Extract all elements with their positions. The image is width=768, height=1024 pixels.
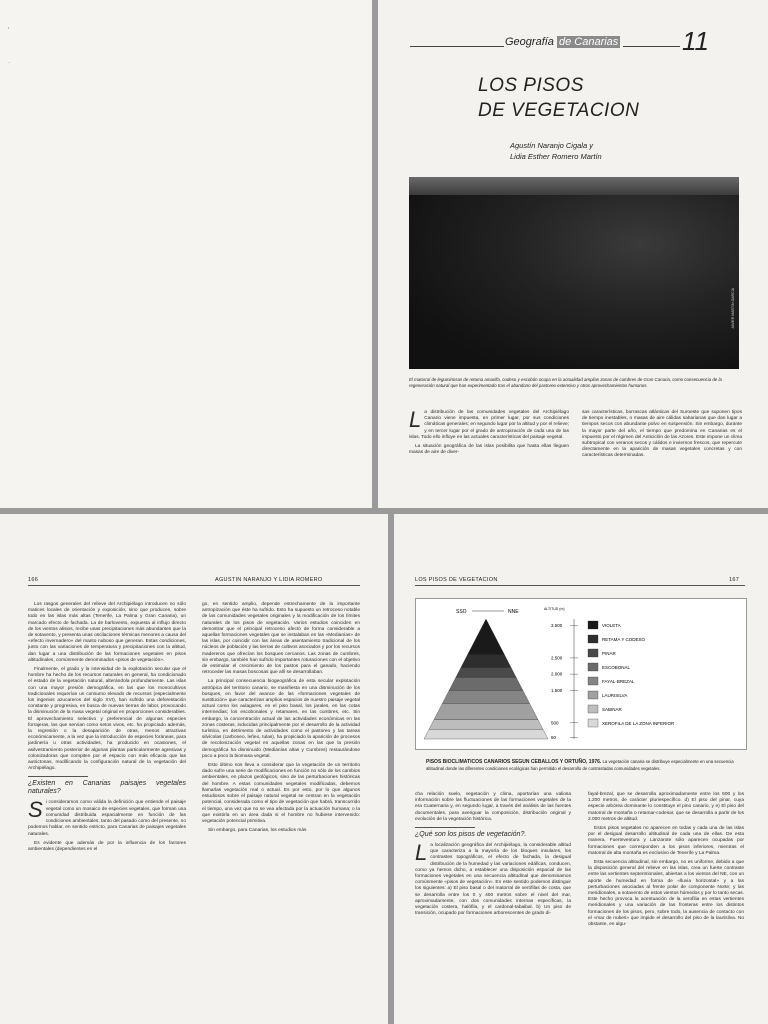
running-head-rule — [28, 585, 360, 586]
intro-column-2 — [582, 410, 742, 463]
body-paragraph: go, en sentido amplio, depende estrechamente de la importante antropización que éste ha sufrido. Esto ha supuesto un retroceso notable de las comunidades vegetales originales y la modificación de los límites naturales de los pisos de vegetación. Varios estudios coinciden en demostrar que el principal retroceso afectó de forma considerable a aquellas formaciones vegetales que se instalaban en las «Medianías» de las islas, por coincidir con las áreas de asentamiento tradicional de los núcleos de población y las tierras de cultivos asociados y por los recursos madereros que ofrecían los bosques cercanos. Las zonas de cumbres, sin embargo, también han sufrido importantes roturaciones con el objetivo de estimular el crecimiento de los pastos para el ganado, haciendo retroceder las masas boscosas que allí se desarrollaban. — [202, 602, 360, 676]
landscape-photo — [409, 177, 739, 369]
chapter-number: 11 — [682, 26, 709, 56]
title-line-1: LOS PISOS — [478, 75, 584, 96]
running-head-right: LOS PISOS DE VEGETACION — [415, 577, 498, 583]
author-1: Agustín Naranjo Cigala y — [510, 141, 593, 150]
diagram-caption-text: La vegetación canaria se distribuye especialmente en una secuencia altitudinal donde las diferentes condiciones ecológicas han permitido el desarrollo de contrastadas comunidades vegetales. — [426, 759, 734, 771]
section-heading: ¿Existen en Canarias paisajes vegetales naturales? — [28, 776, 186, 796]
section-heading: ¿Qué son los pisos de vegetación?. — [415, 827, 571, 839]
photo-credit: JAVIER MARTÍN GARCÍA — [731, 288, 735, 329]
pyramid-band — [434, 703, 538, 719]
bioclimatic-diagram — [415, 598, 747, 750]
pyramid-band — [442, 690, 529, 703]
pyramid-band — [468, 619, 505, 655]
legend-swatch — [588, 649, 598, 657]
legend-label: ESCOBONAL — [602, 665, 631, 670]
legend-label: VIOLETA — [602, 623, 621, 628]
legend-swatch — [588, 621, 598, 629]
section-rule — [415, 827, 475, 828]
title-line-2: DE VEGETACION — [478, 100, 640, 121]
legend-swatch — [588, 677, 598, 685]
authors — [510, 140, 602, 162]
intro-column-1 — [409, 407, 569, 459]
body-paragraph: Esta secuencia altitudinal, sin embargo, no es uniforme, debido a que la disposición general del relieve en las islas, crea un fuerte contraste entre las vertientes septentrionales, abiertas a los vientos del NE, con un aporte de humedad en forma de «lluvia horizontal» y a las perturbaciones asociadas al frente polar de componente Norte; y las meridionales, a sotavento de estos vientos húmedos y por lo tanto secas. Este hecho provoca la acentuación de la xerofilia en estas vertientes meridionales y una variación de las fronteras entre los distintos formaciones de los pisos, pero, sobre todo, la ausencia de contacto con el «mar de nubes» que impide el desarrollo del piso de la laurisilva. No obstante, en algu- — [588, 860, 744, 928]
drop-cap: L — [409, 407, 422, 432]
body-paragraph: cha relación suelo, vegetación y clima, aportarían una valiosa información sobre las fluctuaciones de las formaciones vegetales de la era Cuaternaria y, en segundo lugar, a través del análisis de las fuentes documentales, para averiguar la composición, distribución original y evolución de la vegetación histórica. — [415, 792, 571, 822]
body-paragraph: Los rasgos generales del relieve del Archipiélago introducen no sólo matices locales de orientación y exposición, sino que producen, sobre todo en las islas más altas (Tenerife, La Palma y Gran Canaria), un marcado efecto de fachada. La de barlovento, expuesta al influjo directo de los vientos alisios, recibe unas precipitaciones más abundantes que la de sotavento, y presenta unas oscilaciones térmicas menores a causa del «efecto invernadero» del manto nuboso que generan. Estas condiciones, junto con las variaciones de temperatura y precipitaciones con la altitud, dan lugar a una distribución de las formaciones vegetales en pisos altitudinales, comúnmente denominados «pisos de vegetación». — [28, 602, 186, 663]
margin-mark: · — [8, 60, 10, 66]
direction-label-nne: NNE — [508, 609, 519, 615]
intro-paragraph-3: sas características, borrascas atlánticas del Suroeste que suponen tipos de tiempo inestables, o masas de aire cálidas saharianas que dan lugar a tiempos secos con abundante polvo en suspensión. Sin embargo, durante la mayor parte del año, el tiempo que predomina en Canarias es el impuesto por el régimen del Anticiclón de las Azores. Este impone un clima subtropical con veranos secos y cálidos e inviernos frescos, que repercute directamente en la aparición de masas vegetales concretas y con características determinadas. — [582, 410, 742, 459]
altitude-tick-label: 3.500 — [551, 622, 563, 628]
photo-sky — [409, 177, 739, 195]
page-166-column-1 — [28, 602, 186, 856]
body-paragraph: Estos pisos vegetales no aparecen en todas y cada una de las islas por el desigual desarrollo altitudinal de cada una de ellas. De esta manera, Fuerteventura y Lanzarote sólo aparecen ocupadas por formaciones que corresponden a los pisos inferiores, mientras el matorral de alta montaña es exclusivo de Tenerife y La Palma. — [588, 826, 744, 856]
pyramid-band — [456, 668, 516, 678]
drop-cap: S — [28, 797, 43, 823]
direction-label-sso: SSO — [456, 609, 467, 615]
diagram-svg — [416, 599, 746, 749]
page-166-column-2 — [202, 602, 360, 837]
altitude-tick-label: 2.500 — [551, 655, 563, 661]
margin-mark: ' — [8, 28, 10, 34]
section-rule — [28, 776, 88, 777]
altitude-tick-label: 50 — [551, 734, 557, 740]
drop-cap: L — [415, 840, 428, 866]
body-paragraph: Si consideramos como válida la definición que entiende el paisaje vegetal como un mosaico de especies vegetales, que forman una comunidad distribuida espacialmente en función de las condiciones ambientales, tanto del pasado como del presente, no podemos hablar, en sentido estricto, para Canarias de paisajes vegetales naturales. — [28, 797, 186, 837]
legend-label: FAYAL-BREZAL — [602, 679, 635, 684]
diagram-caption-title: PISOS BIOCLIMATICOS CANARIOS SEGUN CEBALLOS Y ORTUÑO, 1976. — [426, 759, 602, 765]
pyramid-band — [449, 677, 523, 690]
legend-swatch — [588, 663, 598, 671]
intro-paragraph-2: La situación geográfica de las islas posibilita que hasta ellas lleguen masas de aire de diver- — [409, 444, 569, 456]
body-paragraph: fayal-brezal, que se desarrolla aproximadamente entre los 600 y los 1.200 metros, de carácter pluriespecífico. d) El piso del pinar, cuya especie arbórea dominante lo constituye el pino canario, y e) El piso del matorral de montaña o retamar-codesar, que se desarrolla a partir de los 2.000 metros de altitud. — [588, 792, 744, 822]
header-rule-left — [410, 46, 504, 47]
diagram-caption — [426, 759, 746, 771]
legend-label: RETAMA Y CODESO — [602, 637, 646, 642]
body-paragraph: Es evidente que además de por la influencia de los factores ambientales (dependientes en el — [28, 840, 186, 852]
pyramid-band — [461, 655, 511, 668]
page-167-column-1 — [415, 792, 571, 920]
pyramid-band — [429, 720, 543, 730]
pyramid-band — [424, 729, 548, 739]
legend-label: XEROFILA DE LA ZONA INFERIOR — [602, 721, 675, 726]
legend-label: PINAR — [602, 651, 616, 656]
altitude-tick-label: 1.500 — [551, 687, 563, 693]
altitude-pyramid — [424, 619, 548, 739]
legend-swatch — [588, 635, 598, 643]
series-title: Geografía de Canarias — [505, 36, 619, 48]
legend — [588, 621, 675, 727]
altitude-axis-label: ALTITUD (m) — [544, 607, 565, 611]
altitude-ticks — [551, 619, 578, 740]
page-167-column-2 — [588, 792, 744, 931]
intro-paragraph: La distribución de las comunidades vegetales del Archipiélago Canario viene impuesta, en primer lugar, por sus condiciones climáticas generales; en segundo lugar por la altitud y por el relieve; y en tercer lugar por el grado de antropización de cada una de las islas. Todo ello influye en las actuales características del paisaje vegetal. — [409, 407, 569, 440]
chapter-title — [478, 73, 639, 123]
legend-label: SABINAR — [602, 707, 622, 712]
body-paragraph: La principal consecuencia biogeográfica de esta secular explotación antrópica del territorio canario, se manifiesta en una disminución de los bosques, en favor del avance de las «formaciones vegetales de sustitución» que caracterizan amplios espacios de nuestro paisaje vegetal actual como los aulagares, en el piso basal, los jarales, en las cotas intermedias; los escobonales y retamares, en las cumbres, etc. Sin embargo, la concentración actual de las actividades económicas en las zonas costeras, inducidas principalmente por el desarrollo de la actividad turística, en detrimento de actividades como el pastoreo y las tareas silvícolas (carboneo, leñeo, tulas), ha propiciado la aparición de procesos de recolonización vegetal en aquellas zonas en las que la presión demográfica ha disminuido (Medianías altas y Cumbres) restaurándose poco a poco la biomasa vegetal. — [202, 679, 360, 759]
header-rule-right — [623, 46, 680, 47]
legend-swatch — [588, 691, 598, 699]
running-head-rule — [415, 585, 745, 586]
altitude-tick-label: 2.000 — [551, 671, 563, 677]
body-paragraph: Finalmente, el grado y la intensidad de la explotación secular que el hombre ha hecho de los recursos naturales en general, ha condicionado el estado de la vegetación natural, alterándola profundamente. Las islas con una mayor presión demográfica, en las que los monocultivos tradicionales requerían un consumo elevado de recursos (especialmente los ingenios azucareros del siglo XVI), han sufrido una deforestación constante y progresiva, en busca de nuevas tierras de labor, provocando la disminución de la masa vegetal original en proporciones considerables. El aprovechamiento selectivo y preferencial de algunas especies forrajeras, las que servían como setos vivos, etc. ha propiciado además, la regresión o la desaparición de otras, menos atractivas económicamente, a la vez que la introducción de especies foráneas, para jardinería u otras actividades, ha producido en ocasiones, el asilvestramiento posterior de algunas plantas particularmente agresivas y colonizadoras que compiten por el espacio con más eficacia que las autóctonas, modificando la configuración natural de la vegetación del Archipiélago. — [28, 667, 186, 772]
author-2: Lidia Esther Romero Martín — [510, 152, 602, 161]
photo-caption: El matorral de leguminosas de retama amarilla, codeso y escobón ocupa en la actualidad amplias zonas de cumbres de Gran Canaria, como consecuencia de la regeneración natural que han experimentado tras el abandono del pastoreo extensivo y otros aprovechamientos humanos. — [409, 377, 722, 388]
body-paragraph: Sin embargo, para Canarias, los estudios más — [208, 828, 307, 834]
blank-page — [0, 0, 372, 508]
page-number-right: 167 — [729, 577, 740, 583]
altitude-tick-label: 500 — [551, 720, 559, 726]
running-head-left: AGUSTIN NARANJO Y LIDIA ROMERO — [215, 577, 323, 583]
legend-swatch — [588, 719, 598, 727]
body-paragraph: Esto último nos lleva a considerar que la vegetación de un territorio dado sufre una serie de modificaciones en función no sólo de los cambios ambientales, en plazos geológicos, sino de las perturbaciones históricas del hombre. A estas comunidades vegetales modificadas, debemos llamarlas vegetación real o actual. Es por esto, por lo que algunos estudiosos sobre el paisaje natural vegetal se centran en la vegetación potencial, considerada como el tipo de vegetación que habrá, transcurrido el tiempo, una vez que no se vea afectada por la actuación humana; o la que existiría en un área dada si el hombre no hubiese intervenido: vegetación potencial primitiva. — [202, 763, 360, 824]
body-paragraph: La localización geográfica del Archipiélago, la considerable altitud que caracteriza a la mayoría de los bloques insulares, los contrastes topográficos, el efecto de fachada, la desigual distribución de la humedad y las variaciones edáficas, conducen, como ya hemos dicho, a establecer una disposición espacial de las formaciones vegetales en una secuencia altitudinal que denominamos comúnmente «pisos de vegetación». En este sentido podemos distinguir los siguientes: a) El piso basal o del matorral de xerófilas de costa, que se desarrolla entre los 0 y 400 metros sobre el nivel del mar, aproximadamente, con dos comunidades internas específicas, la vegetación costera, halófila, y el cardonal-tabaibal. b) Un piso de transición, ocupado por formaciones arborescentes de grado di- — [415, 840, 571, 917]
page-number-left: 166 — [28, 577, 39, 583]
legend-label: LAURISILVA — [602, 693, 628, 698]
legend-swatch — [588, 705, 598, 713]
